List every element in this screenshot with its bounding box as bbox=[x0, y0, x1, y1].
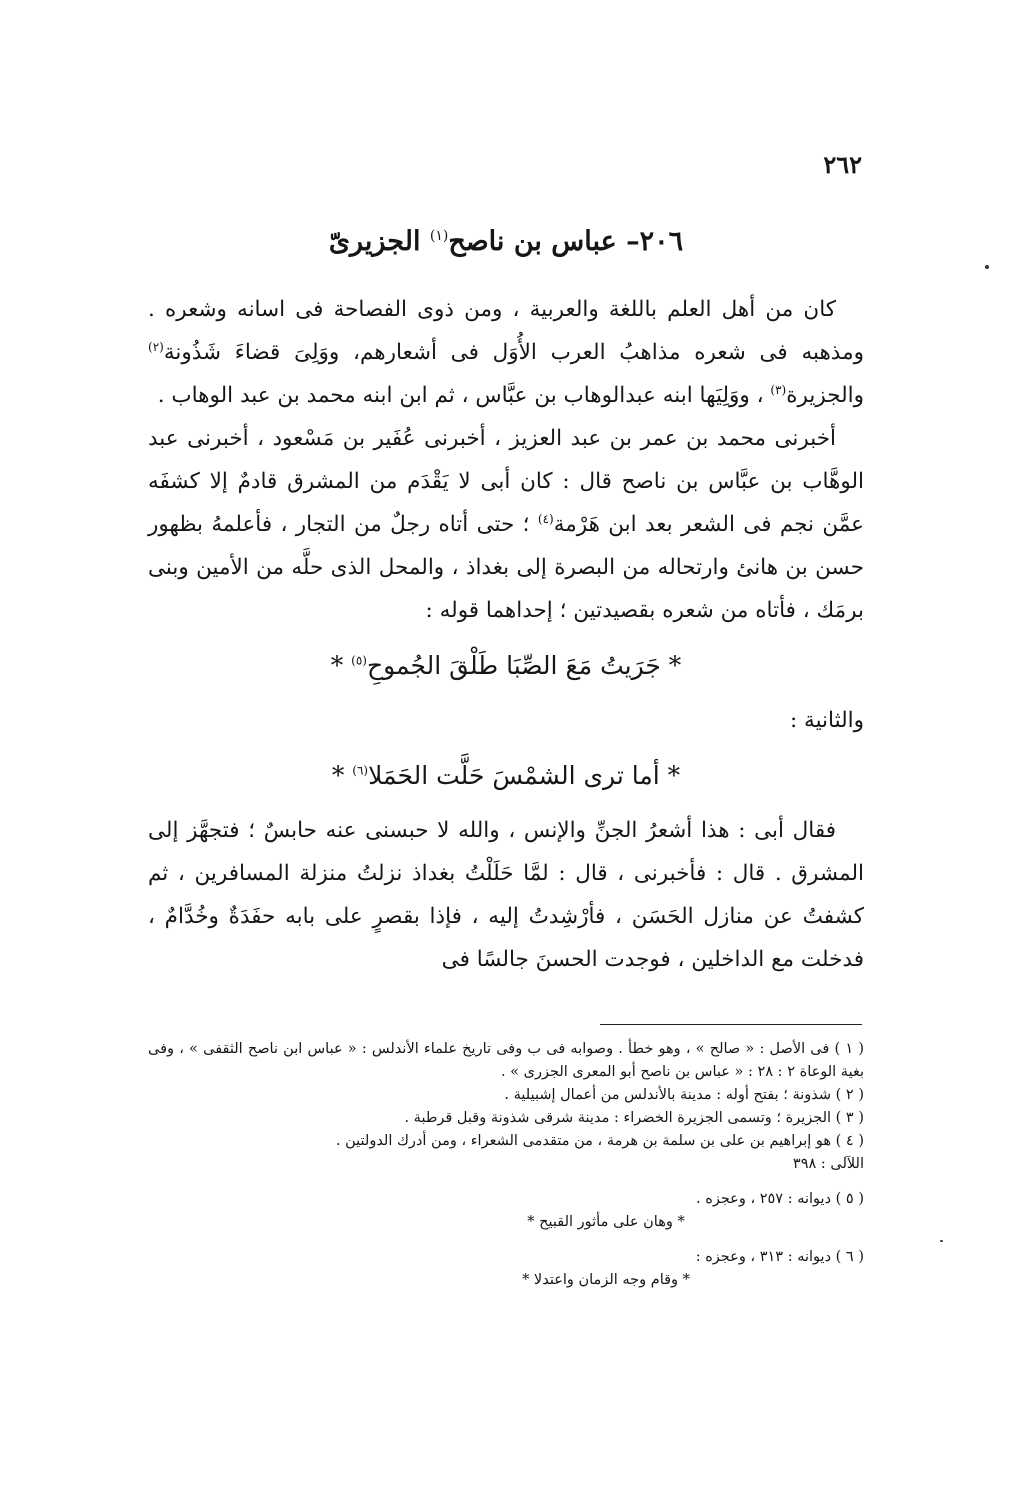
footnote-1: ( ١ ) فى الأصل : « صالح » ، وهو خطأ . وصوابه فى ب وفى تاريخ علماء الأندلس : « عباس ابن ناصح الثقفى » ، وفى بغية الوعاة ٢ : ٢٨ : « عباس بن ناصح أبو المعرى الجزرى » . bbox=[148, 1041, 864, 1080]
page-number: ٢٦٢ bbox=[823, 150, 862, 179]
footnote-4-ref: اللآلى : ٣٩٨ bbox=[792, 1156, 864, 1172]
paragraph-1 bbox=[148, 288, 864, 417]
footnotes bbox=[148, 1038, 864, 1304]
note-mark-3: (٣) bbox=[770, 382, 787, 397]
verse-1-text: * جَرَيتُ مَعَ الصِّبَا طَلْقَ الجُموحِ bbox=[366, 651, 682, 680]
paragraph-1-part-3: ، ووَلِيَها ابنه عبدالوهاب بن عبَّاس ، ثم ابن ابنه محمد بن عبد الوهاب . bbox=[157, 383, 764, 408]
note-mark-2: (٢) bbox=[148, 339, 164, 354]
footnote-6: ( ٦ ) ديوانه : ٣١٣ ، وعجزه : bbox=[695, 1249, 864, 1265]
paragraph-1-part-2: والجزيرة bbox=[786, 383, 864, 408]
note-mark-4: (٤) bbox=[537, 511, 554, 526]
footnote-5: ( ٥ ) ديوانه : ٢٥٧ ، وعجزه . bbox=[696, 1191, 864, 1207]
second-poem-label: والثانية : bbox=[789, 708, 864, 733]
heading-text-end: الجزيرىّ bbox=[328, 226, 421, 257]
paragraph-2-part-1: أخبرنى محمد بن عمر بن عبد العزيز ، أخبرنى عُفَير بن مَسْعود ، أخبرنى عبد الوهَّاب بن عبَّاس بن ناصح قال : كان أبى لا يَقْدَم من المشرق قادمٌ إلا كشفَه عمَّن نجم فى الشعر بعد ابن هَرْمة bbox=[148, 426, 864, 537]
paragraph-2-part-2: ؛ حتى أتاه رجلٌ من التجار ، فأعلمهُ بظهور حسن بن هانئ وارتحاله من البصرة إلى بغداذ ، والمحل الذى حلَّه من الأمين وبنى برمَك ، فأتاه من شعره بقصيدتين ؛ إحداهما قوله : bbox=[148, 512, 864, 623]
verse-2-end: * bbox=[331, 761, 345, 790]
verse-2 bbox=[148, 752, 864, 799]
entry-heading bbox=[150, 226, 862, 257]
main-text bbox=[148, 288, 864, 981]
paragraph-1-part-1: كان من أهل العلم باللغة والعربية ، ومن ذوى الفصاحة فى اسانه وشعره . ومذهبه فى شعره مذاهبُ العرب الأُوَل فى أشعارهم، ووَلِىَ قضاءَ شَذُونة bbox=[148, 297, 864, 365]
footnote-2: ( ٢ ) شذونة ؛ بفتح أوله : مدينة بالأندلس من أعمال إشبيلية . bbox=[504, 1087, 864, 1103]
scan-speck bbox=[985, 265, 989, 269]
footnote-4: ( ٤ ) هو إبراهيم بن على بن سلمة بن هرمة ، من متقدمى الشعراء ، ومن أدرك الدولتين . bbox=[335, 1133, 864, 1149]
note-mark-6: (٦) bbox=[352, 763, 369, 778]
heading-note-mark: (١) bbox=[429, 228, 449, 244]
footnote-divider bbox=[600, 1024, 862, 1025]
footnote-3: ( ٣ ) الجزيرة ؛ وتسمى الجزيرة الخضراء : مدينة شرقى شذونة وقبل قرطبة . bbox=[404, 1110, 864, 1126]
paragraph-3: فقال أبى : هذا أشعرُ الجنِّ والإنس ، والله لا حبسنى عنه حابسٌ ؛ فتجهَّز إلى المشرق . قال : فأخبرنى ، قال : لمَّا حَلَلْتُ بغداذ نزلتُ منزلة المسافرين ، ثم كشفتُ عن منازل الحَسَن ، فأرْشِدتُ إليه ، فإذا بقصرٍ على بابه حفَدَةٌ وخُدَّامٌ ، فدخلت مع الداخلين ، فوجدت الحسنَ جالسًا فى bbox=[148, 818, 864, 972]
paragraph-2 bbox=[148, 417, 864, 632]
heading-text: ٢٠٦– عباس بن ناصح bbox=[448, 226, 684, 257]
footnote-5-verse: * وهان على مأثور القبيح * bbox=[527, 1214, 685, 1230]
verse-1-end: * bbox=[330, 651, 344, 680]
verse-2-text: * أما ترى الشمْسَ حَلَّت الحَمَلا bbox=[368, 761, 681, 790]
footnote-6-verse: * وقام وجه الزمان واعتدلا * bbox=[522, 1272, 690, 1288]
scan-speck bbox=[940, 1240, 943, 1242]
note-mark-5: (٥) bbox=[351, 653, 367, 668]
verse-1 bbox=[148, 642, 864, 689]
